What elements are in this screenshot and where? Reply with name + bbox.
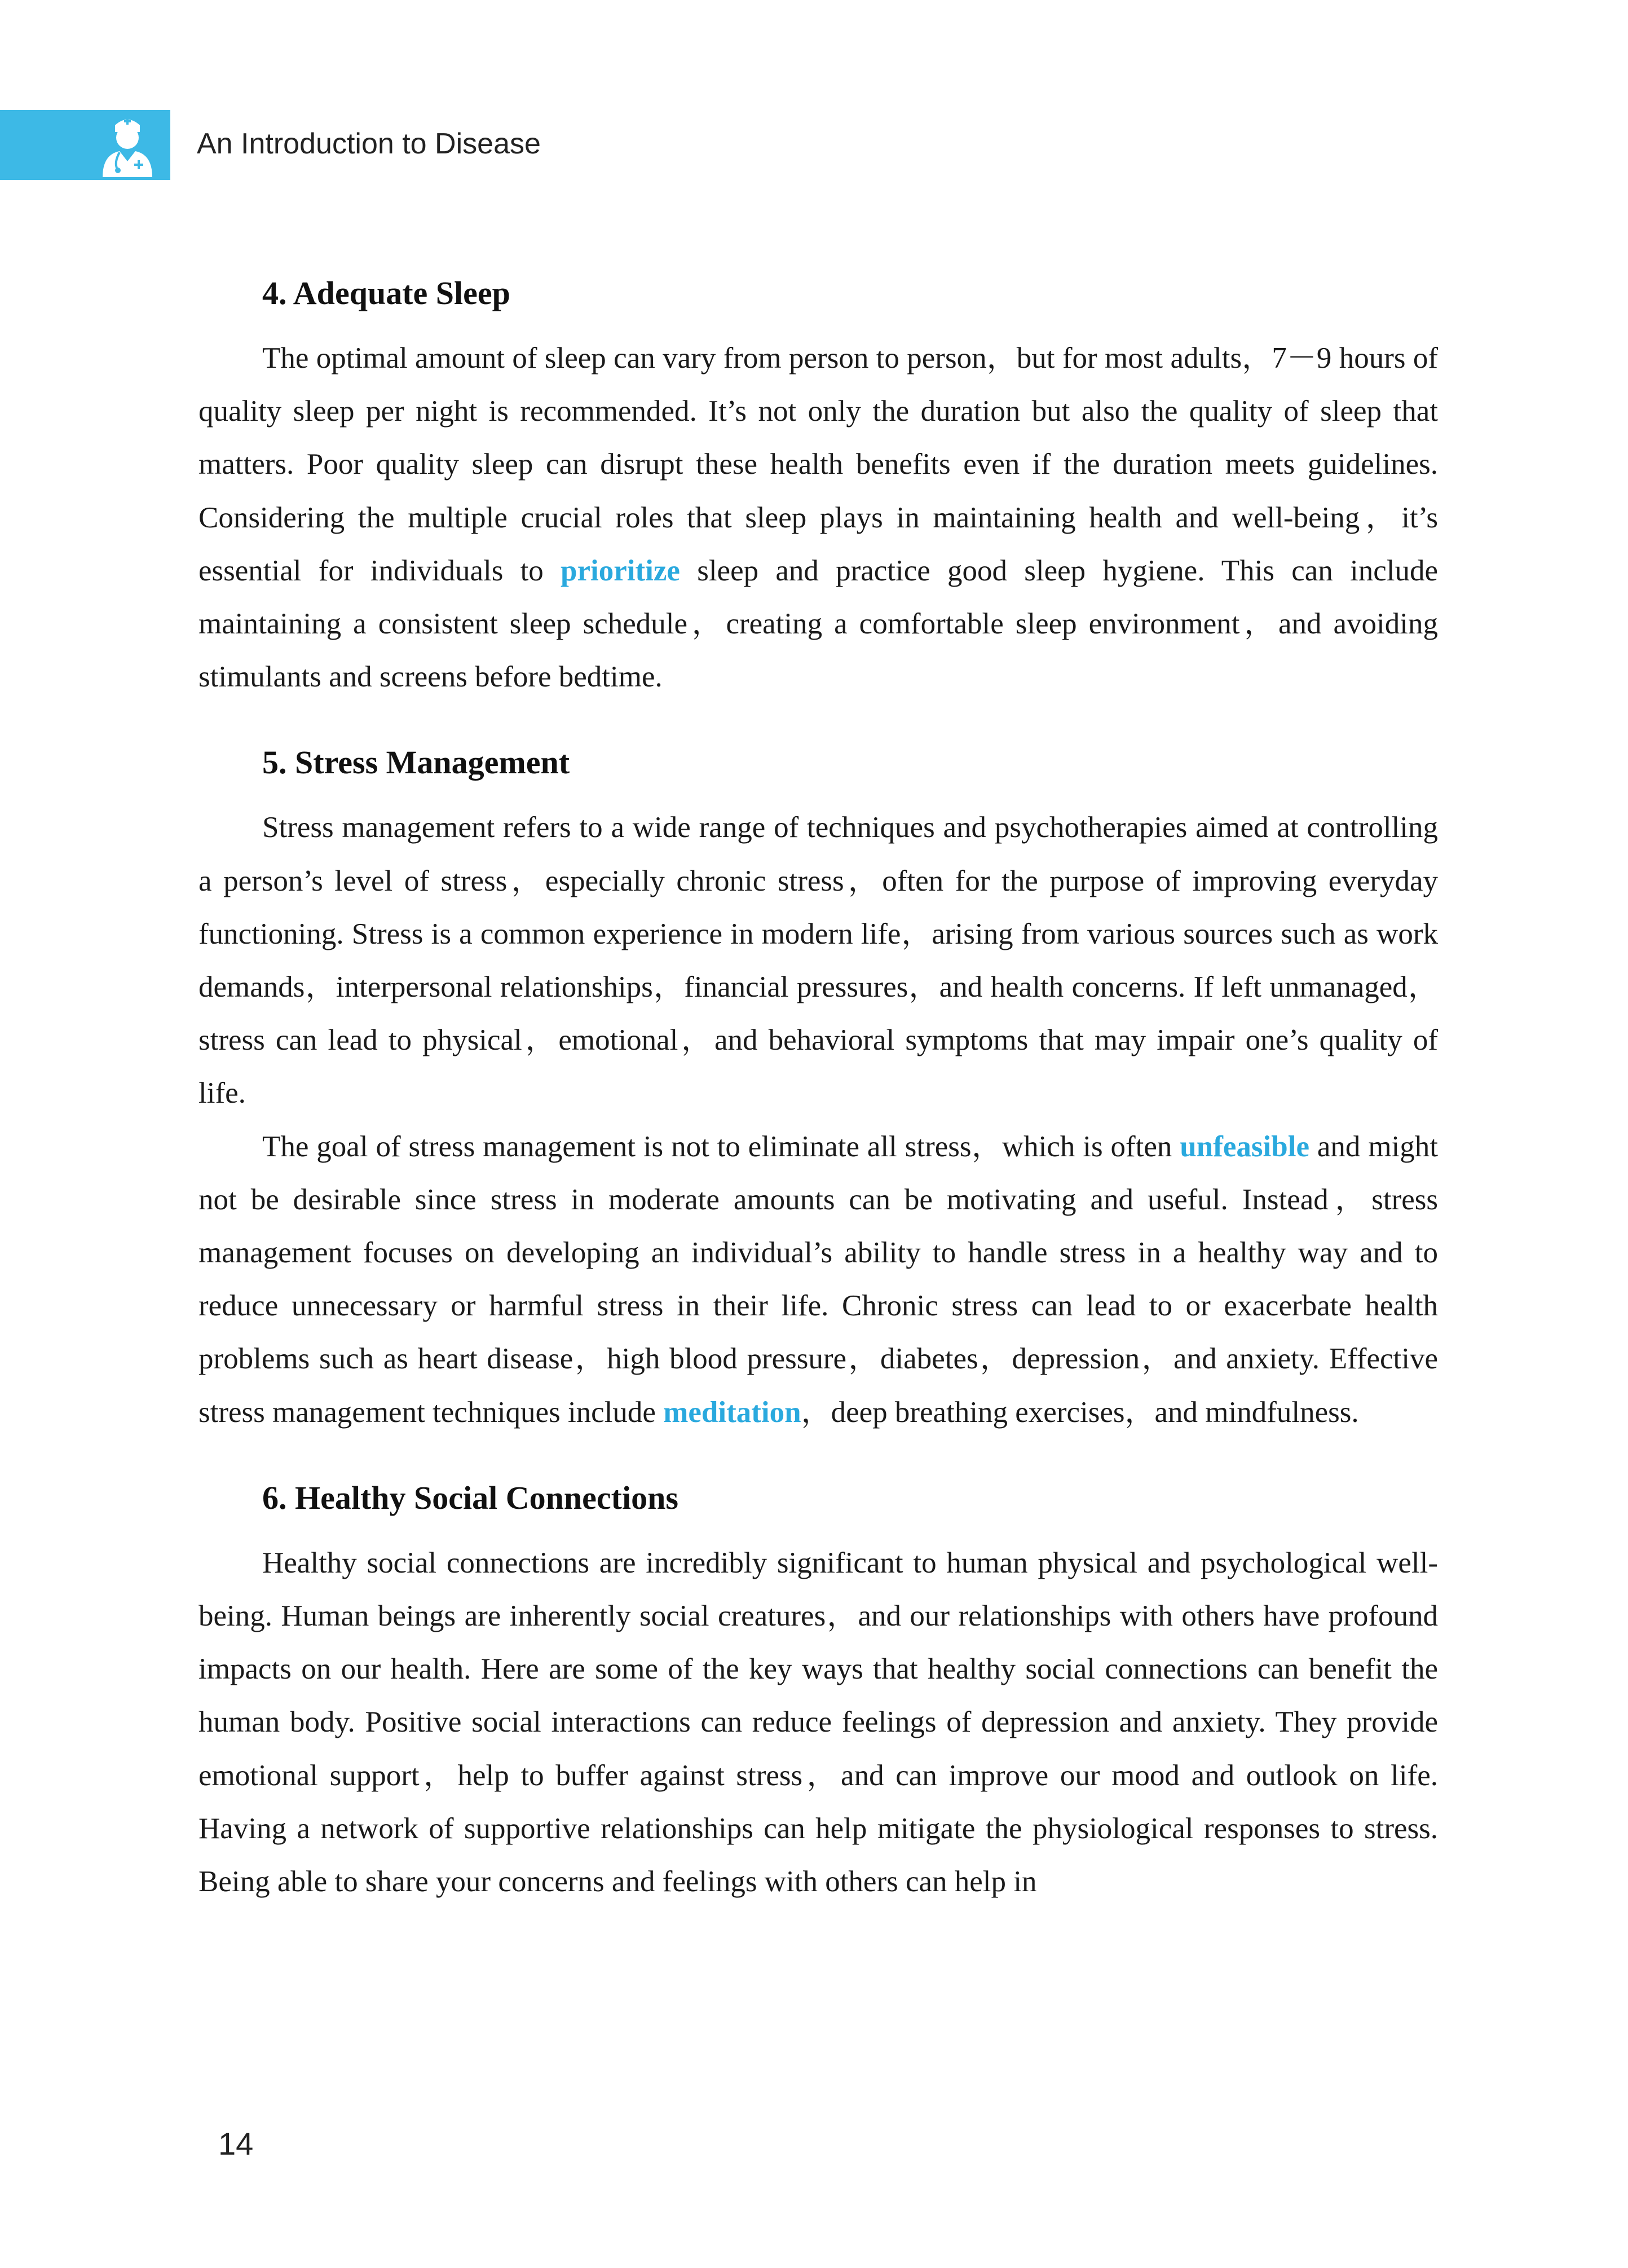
text-run: and might not be desirable since stress in moderate amounts can be motivating and useful. Instead，stress management focuses on developing an individual’s ability to handle stress in a healthy way and to reduce unnecessary or harmful stress in their life. Chronic stress can lead to or exacerbate health problems such as heart disease，high blood pressure，diabetes，depression，and anxiety. Effective stress management techniques include [198, 1130, 1438, 1429]
paragraph-social: Healthy social connections are incredibly significant to human physical and psychological well-being. Human beings are inherently social creatures，and our relationships with others have profound impacts on our health. Here are some of the key ways that healthy social connections can benefit the human body. Positive social interactions can reduce feelings of depression and anxiety. They provide emotional support，help to buffer against stress，and can improve our mood and outlook on life. Having a network of supportive relationships can help mitigate the physiological responses to stress. Being able to share your concerns and feelings with others can help in [198, 1546, 1438, 1899]
keyword-prioritize: prioritize [561, 554, 680, 587]
paragraph-sleep [198, 332, 1438, 703]
text-run: The optimal amount of sleep can vary from person to person，but for most adults，7－9 hours of quality sleep per night is recommended. It’s not only the duration but also the quality of sleep that matters. Poor quality sleep can disrupt these health benefits even if the duration meets guidelines. Considering the multiple crucial roles that sleep plays in maintaining health and well-being，it’s essential for individuals to [198, 342, 1438, 587]
paragraph-stress-1: Stress management refers to a wide range of techniques and psychotherapies aimed at controlling a person’s level of stress，especially chronic stress，often for the purpose of improving everyday functioning. Stress is a common experience in modern life，arising from various sources such as work demands，interpersonal relationships，financial pressures，and health concerns. If left unmanaged，stress can lead to physical，emotional，and behavioral symptoms that may impair one’s quality of life. [198, 811, 1438, 1110]
page-content [198, 271, 1438, 1908]
doctor-icon [99, 113, 156, 177]
text-run: The goal of stress management is not to eliminate all stress，which is often [262, 1130, 1180, 1163]
keyword-meditation: meditation [663, 1395, 801, 1429]
running-title: An Introduction to Disease [197, 127, 541, 160]
section-heading-sleep: 4. Adequate Sleep [262, 275, 510, 311]
text-run: ，deep breathing exercises，and mindfulness. [801, 1395, 1359, 1429]
page-number: 14 [218, 2126, 254, 2161]
section-heading-social: 6. Healthy Social Connections [262, 1479, 678, 1516]
paragraph-stress-2 [198, 1120, 1438, 1439]
section-heading-stress: 5. Stress Management [262, 744, 570, 781]
text-run: sleep and practice good sleep hygiene. This can include maintaining a consistent sleep schedule，creating a comfortable sleep environment，and avoiding stimulants and screens before bedtime. [198, 554, 1438, 694]
keyword-unfeasible: unfeasible [1180, 1130, 1309, 1163]
